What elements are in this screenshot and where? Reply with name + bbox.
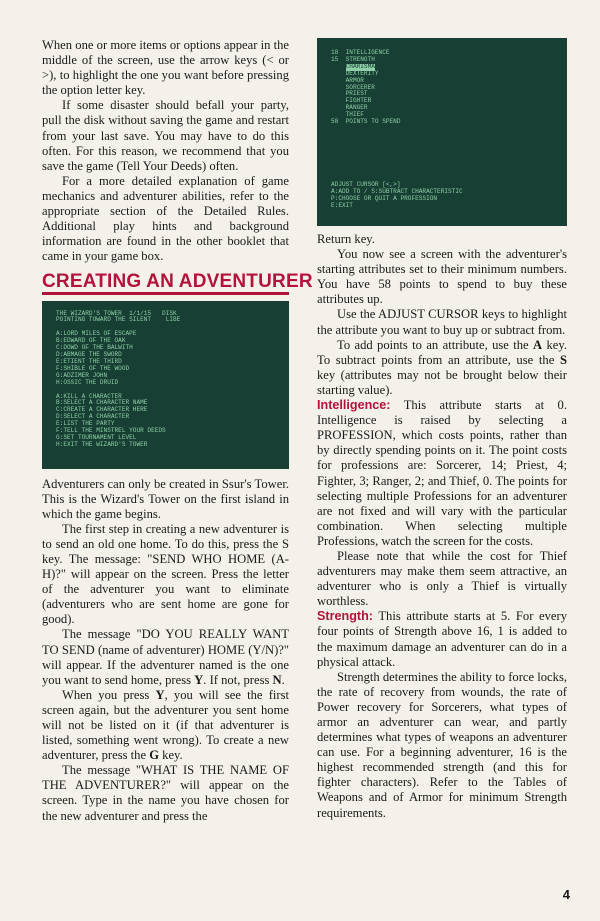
roster-line: B:EDWARD OF THE OAK xyxy=(56,337,126,345)
page-number: 4 xyxy=(562,887,570,902)
command-line: D:SELECT A CHARACTER xyxy=(56,413,130,421)
command-line: E:LIST THE PARTY xyxy=(56,420,115,428)
attribute-line: 18 INTELLIGENCE xyxy=(331,49,390,56)
key-letter: S xyxy=(559,352,567,367)
command-line: C:CREATE A CHARACTER HERE xyxy=(56,406,148,414)
right-column xyxy=(317,232,567,821)
attribute-line: DEXTERITY xyxy=(331,69,379,77)
paragraph: Return key. xyxy=(317,232,375,246)
command-line: F:TELL THE MINSTREL YOUR DEEDS xyxy=(56,427,166,435)
attribute-line: RANGER xyxy=(331,104,368,112)
paragraph: To add points to an attribute, use the A key. To subtract points from an attribute, use the S key (attributes may not be brought below their starting value). xyxy=(317,337,567,397)
paragraph: If some disaster should befall your party, pull the disk without saving the game and restart from your last save. You may have to do this often. For this reason, we recommend that you save the game (Tell Your Deeds) often. xyxy=(42,98,289,173)
wizard-tower-screen xyxy=(42,301,289,469)
roster-line: A:LORD MILES OF ESCAPE xyxy=(56,330,137,338)
footer-line: A:ADD TO / S:SUBTRACT CHARACTERISTIC xyxy=(331,187,463,195)
attribute-line: FIGHTER xyxy=(331,97,372,105)
attribute-screen xyxy=(317,38,567,226)
paragraph: When one or more items or options appear in the middle of the screen, use the arrow keys (< or >), to highlight the one you want before pressing the option letter key. xyxy=(42,38,289,98)
intelligence-label: Intelligence: xyxy=(317,398,391,413)
paragraph: You now see a screen with the adventurer's starting attributes set to their minimum numbers. You have 58 points to spend to buy these attributes up. xyxy=(317,247,567,307)
points-line: 58 POINTS TO SPEND xyxy=(331,118,401,126)
screen-title-line: THE WIZARD'S TOWER 1/1/15 DISK xyxy=(56,309,177,317)
paragraph: Intelligence: This attribute starts at 0. Intelligence is raised by selecting a PROFESSION, which costs points, rather than by directly spending points on it. The point costs for professions are: Sorcerer, 14; Priest, 4; Fighter, 3; Ranger, 2; and Thief, 0. The points for selecting multiple Professions for an adventurer are not fixed and will vary with the particular combination. When selecting multiple Professions, watch the screen for the costs. xyxy=(317,398,567,548)
paragraph: The first step in creating a new adventurer is to send an old one home. To do this, press the S key. The message: "SEND WHO HOME (A-H)?" will appear on the screen. Press the letter of the adventurer you want to eliminate (adventurers who are sent home are gone for good). xyxy=(42,521,289,627)
roster-line: D:ABMAGE THE SWORD xyxy=(56,351,122,359)
footer-line: ADJUST CURSOR [<,>] xyxy=(331,180,401,188)
paragraph: The message "WHAT IS THE NAME OF THE ADVENTURER?" will appear on the screen. Type in the name you have chosen for the new adventurer and press the xyxy=(42,763,289,823)
command-line: G:SET TOURNAMENT LEVEL xyxy=(56,434,137,441)
attribute-line: THIEF xyxy=(331,111,364,119)
key-letter: Y xyxy=(194,672,204,687)
paragraph: The message "DO YOU REALLY WANT TO SEND (name of adventurer) HOME (Y/N)?" will appear. If the adventurer named is the one you want to send home, press Y. If not, press N. xyxy=(42,627,289,687)
paragraph: Use the ADJUST CURSOR keys to highlight the attribute you want to buy up or subtract from. xyxy=(317,307,567,337)
roster-line: F:SHIBLE OF THE WOOD xyxy=(56,364,130,372)
paragraph: For a more detailed explanation of game mechanics and adventurer abilities, refer to the appropriate section of the Detailed Rules. Additional play hints and background information are found in the other booklet that came in your game box. xyxy=(42,173,289,264)
key-letter: G xyxy=(149,748,159,763)
attribute-line: PRIEST xyxy=(331,90,368,98)
command-line: B:SELECT A CHARACTER NAME xyxy=(56,399,148,407)
screen-title-line: POINTING TOWARD THE SILENT LIBE xyxy=(56,316,181,324)
footer-line: P:CHOOSE OR QUIT A PROFESSION xyxy=(331,194,438,202)
attribute-line: SORCERER xyxy=(331,83,375,91)
paragraph: Adventurers can only be created in Ssur's Tower. This is the Wizard's Tower on the first island in which the game begins. xyxy=(42,476,289,521)
left-column xyxy=(42,38,313,824)
footer-line: E:EXIT xyxy=(331,201,353,209)
key-letter: N xyxy=(272,672,282,687)
command-line: A:KILL A CHARACTER xyxy=(56,392,122,400)
roster-line: C:DOWD OF THE BALWITH xyxy=(56,344,133,352)
roster-line: G:ADZIMER JOHN xyxy=(56,371,108,379)
paragraph: Strength: This attribute starts at 5. For every four points of Strength above 16, 1 is added to the maximum damage an adventurer can do in a physical attack. xyxy=(317,609,567,669)
paragraph: Strength determines the ability to force locks, the rate of recovery from wounds, the rate of Power recovery for Sorcerers, what types of armor an adventurer can wear, and partly determines what types of weapons an adventurer can use. For a beginning adventurer, 16 is the highest recommended strength (and this for fighter characters). Refer to the Tables of Weapons and of Armor for minimum Strength requirements. xyxy=(317,669,567,820)
section-heading: CREATING AN ADVENTURER xyxy=(42,274,289,294)
command-line: H:EXIT THE WIZARD'S TOWER xyxy=(56,440,148,448)
key-letter: Y xyxy=(155,687,165,702)
roster-line: H:OSSIC THE DRUID xyxy=(56,378,119,386)
strength-label: Strength: xyxy=(317,609,373,624)
highlighted-attribute: CHARISMA xyxy=(345,62,375,70)
attribute-line: 15 STRENGTH xyxy=(331,55,375,63)
attribute-line: ARMOR xyxy=(331,76,364,84)
paragraph: When you press Y, you will see the first screen again, but the adventurer you sent home will not be listed on it (if that adventurer is listed, something went wrong). To create a new adventurer, press the G key. xyxy=(42,687,289,763)
paragraph: Please note that while the cost for Thief adventurers may make them seem attractive, an adventurer who is only a Thief is virtually worthless. xyxy=(317,548,567,609)
key-letter: A xyxy=(533,337,543,352)
roster-line: E:ETIENT THE THIRD xyxy=(56,357,122,365)
